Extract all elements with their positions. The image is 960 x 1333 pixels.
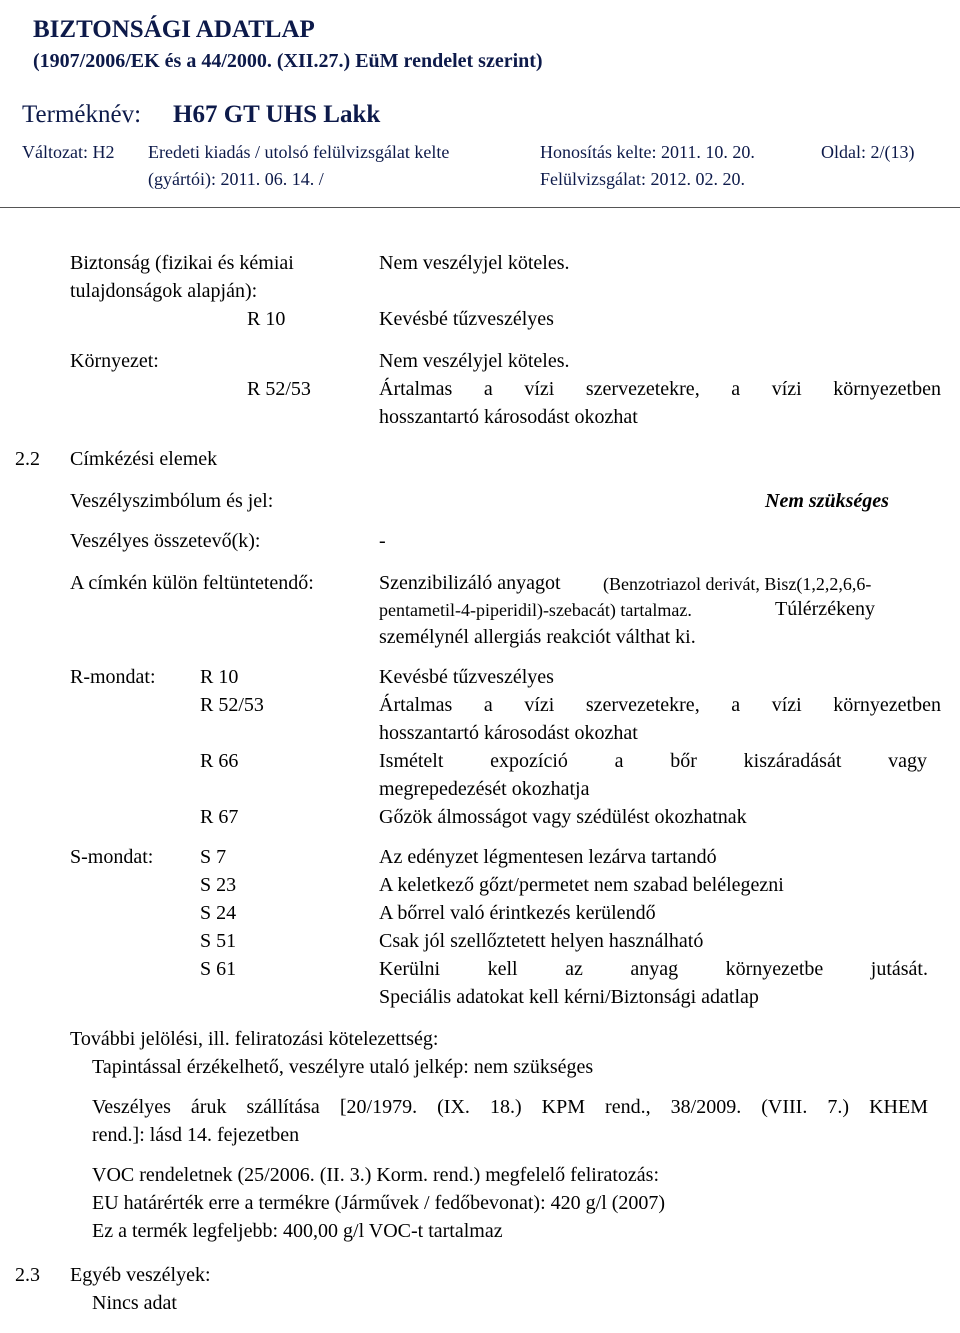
label-text-line-2b: Túlérzékeny bbox=[775, 598, 875, 620]
product-label: Terméknév: bbox=[22, 101, 142, 128]
s-phrase-code: S 51 bbox=[200, 930, 237, 952]
r-phrase-code: R 66 bbox=[200, 750, 239, 772]
s-phrase-text: Kerülni kell az anyag környezetbe jutását. bbox=[379, 958, 928, 980]
transport-line-2: rend.]: lásd 14. fejezetben bbox=[92, 1124, 300, 1146]
section-2-2-title: Címkézési elemek bbox=[70, 448, 218, 470]
s-phrase-text: A bőrrel való érintkezés kerülendő bbox=[379, 902, 656, 924]
s-phrase-code: S 61 bbox=[200, 958, 237, 980]
further-labelling-title: További jelölési, ill. feliratozási kötelezettség: bbox=[70, 1028, 439, 1050]
s-phrase-text: Az edényzet légmentesen lezárva tartandó bbox=[379, 846, 717, 868]
label-text-line-1b: (Benzotriazol derivát, Bisz(1,2,2,6,6- bbox=[603, 574, 872, 594]
page-number: Oldal: 2/(13) bbox=[821, 142, 915, 162]
s-phrase-code: S 23 bbox=[200, 874, 237, 896]
r-phrase-text: Kevésbé tűzveszélyes bbox=[379, 666, 554, 688]
safety-r-code: R 10 bbox=[247, 308, 286, 330]
s-phrase-text-cont: Speciális adatokat kell kérni/Biztonsági adatlap bbox=[379, 986, 759, 1008]
environment-value-2b: hosszantartó károsodást okozhat bbox=[379, 406, 638, 428]
r-phrase-text: Ismételt expozíció a bőr kiszáradását vagy bbox=[379, 750, 927, 772]
section-2-3-title: Egyéb veszélyek: bbox=[70, 1264, 211, 1286]
document-title: BIZTONSÁGI ADATLAP bbox=[33, 16, 315, 43]
section-2-2-number: 2.2 bbox=[15, 448, 40, 470]
tactile-warning: Tapintással érzékelhető, veszélyre utaló jelkép: nem szükséges bbox=[92, 1056, 594, 1078]
r-phrases-label: R-mondat: bbox=[70, 666, 156, 688]
header-divider bbox=[0, 207, 960, 208]
issue-date-label: Eredeti kiadás / utolsó felülvizsgálat kelte bbox=[148, 142, 450, 162]
voc-line-1: VOC rendeletnek (25/2006. (II. 3.) Korm. rend.) megfelelő feliratozás: bbox=[92, 1164, 660, 1186]
environment-value-2a: Ártalmas a vízi szervezetekre, a vízi környezetben bbox=[379, 378, 941, 400]
s-phrase-code: S 24 bbox=[200, 902, 237, 924]
hazard-symbol-value: Nem szükséges bbox=[765, 490, 889, 512]
label-text-label: A címkén külön feltüntetendő: bbox=[70, 572, 314, 594]
s-phrases-label: S-mondat: bbox=[70, 846, 154, 868]
r-phrase-code: R 67 bbox=[200, 806, 239, 828]
label-text-line-3: személynél allergiás reakciót válthat ki. bbox=[379, 626, 696, 648]
document-subtitle: (1907/2006/EK és a 44/2000. (XII.27.) EüM rendelet szerint) bbox=[33, 50, 543, 72]
safety-label-1: Biztonság (fizikai és kémiai bbox=[70, 252, 294, 274]
s-phrase-text: A keletkező gőzt/permetet nem szabad belélegezni bbox=[379, 874, 784, 896]
registration-date: Honosítás kelte: 2011. 10. 20. bbox=[540, 142, 755, 162]
hazardous-components-label: Veszélyes összetevő(k): bbox=[70, 530, 261, 552]
safety-value-2: Kevésbé tűzveszélyes bbox=[379, 308, 554, 330]
voc-line-2: EU határérték erre a termékre (Járművek / fedőbevonat): 420 g/l (2007) bbox=[92, 1192, 666, 1214]
safety-value-1: Nem veszélyjel köteles. bbox=[379, 252, 570, 274]
r-phrase-code: R 52/53 bbox=[200, 694, 264, 716]
environment-value-1: Nem veszélyjel köteles. bbox=[379, 350, 570, 372]
issue-date-value: (gyártói): 2011. 06. 14. / bbox=[148, 169, 324, 189]
label-text-line-1a: Szenzibilizáló anyagot bbox=[379, 572, 561, 594]
hazard-symbol-label: Veszélyszimbólum és jel: bbox=[70, 490, 274, 512]
environment-label: Környezet: bbox=[70, 350, 159, 372]
safety-label-2: tulajdonságok alapján): bbox=[70, 280, 258, 302]
section-2-3-number: 2.3 bbox=[15, 1264, 40, 1286]
hazardous-components-value: - bbox=[379, 530, 386, 552]
r-phrase-code: R 10 bbox=[200, 666, 239, 688]
r-phrase-text: Gőzök álmosságot vagy szédülést okozhatnak bbox=[379, 806, 747, 828]
transport-line-1: Veszélyes áruk szállítása [20/1979. (IX. 18.) KPM rend., 38/2009. (VIII. 7.) KHEM bbox=[92, 1096, 928, 1118]
version: Változat: H2 bbox=[22, 142, 115, 162]
s-phrase-code: S 7 bbox=[200, 846, 227, 868]
r-phrase-text: Ártalmas a vízi szervezetekre, a vízi környezetben bbox=[379, 694, 941, 716]
label-text-line-2a: pentametil-4-piperidil)-szebacát) tartalmaz. bbox=[379, 600, 692, 620]
product-name: H67 GT UHS Lakk bbox=[173, 101, 381, 128]
r-phrase-text-cont: hosszantartó károsodást okozhat bbox=[379, 722, 638, 744]
voc-line-3: Ez a termék legfeljebb: 400,00 g/l VOC-t tartalmaz bbox=[92, 1220, 503, 1242]
r-phrase-text-cont: megrepedezését okozhatja bbox=[379, 778, 590, 800]
environment-r-code: R 52/53 bbox=[247, 378, 311, 400]
review-date: Felülvizsgálat: 2012. 02. 20. bbox=[540, 169, 745, 189]
section-2-3-value: Nincs adat bbox=[92, 1292, 177, 1314]
s-phrase-text: Csak jól szellőztetett helyen használható bbox=[379, 930, 704, 952]
